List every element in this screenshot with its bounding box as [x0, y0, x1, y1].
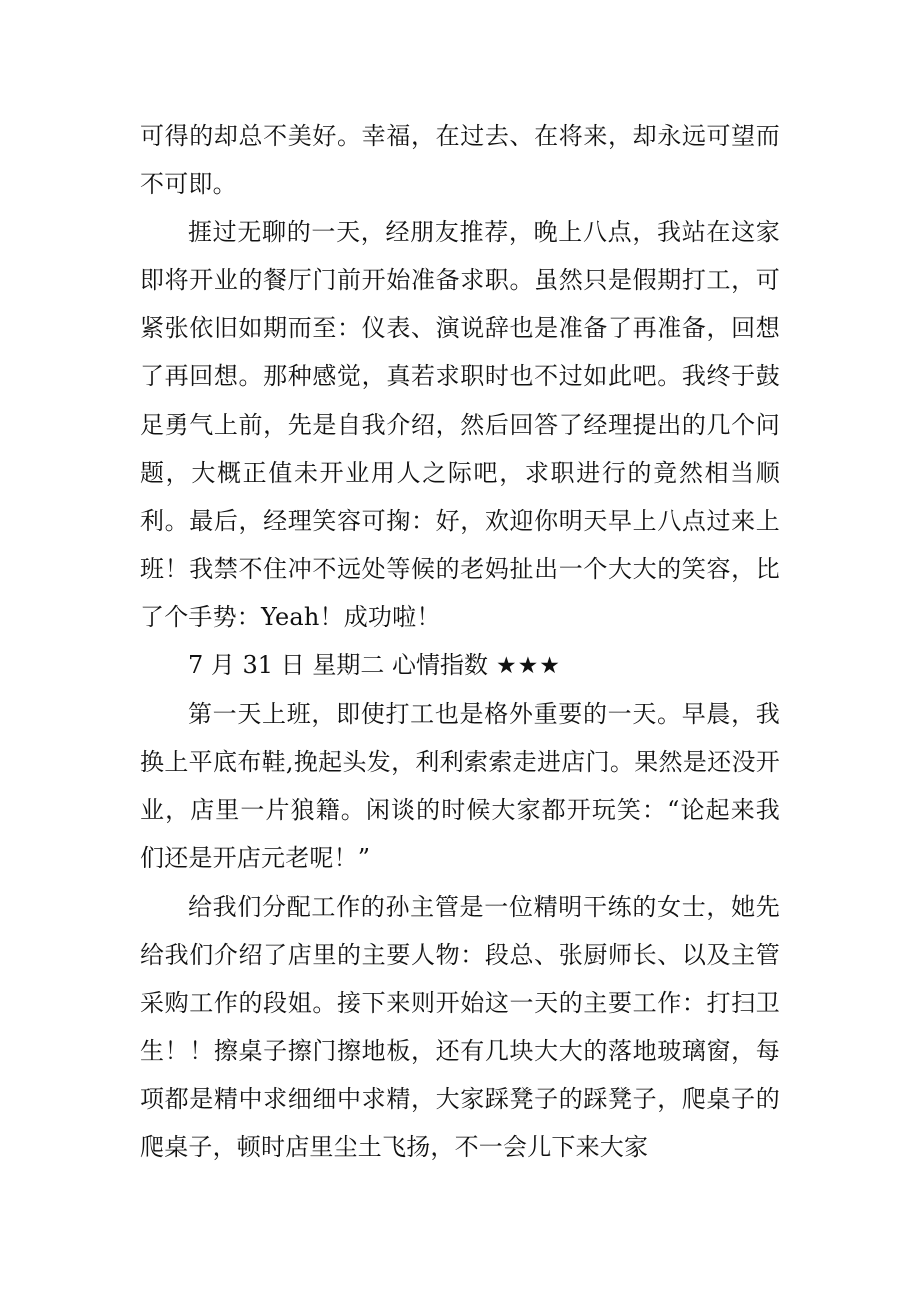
paragraph-cleaning: 给我们分配工作的孙主管是一位精明干练的女士，她先给我们介绍了店里的主要人物：段总、张厨师长、以及主管采购工作的段姐。接下来则开始这一天的主要工作：打扫卫生！！擦桌子擦门擦地板，还有几块大大的落地玻璃窗，每项都是精中求细细中求精，大家踩凳子的踩凳子，爬桌子的爬桌子，顿时店里尘土飞扬，不一会儿下来大家 — [140, 892, 780, 1161]
paragraph-continuation: 可得的却总不美好。幸福，在过去、在将来，却永远可望而不可即。 — [140, 122, 780, 199]
diary-entry-heading — [140, 641, 780, 690]
paragraph-first-day: 第一天上班，即使打工也是格外重要的一天。早晨，我换上平底布鞋,挽起头发，利利索索走进店门。果然是还没开业，店里一片狼籍。闲谈的时候大家都开玩笑：“论起来我们还是开店元老呢！” — [140, 700, 780, 873]
diary-mood-label: 心情指数 — [391, 651, 488, 680]
diary-weekday: 星期二 — [312, 651, 385, 680]
document-body — [140, 112, 780, 1171]
paragraph-job-interview: 捱过无聊的一天，经朋友推荐，晚上八点，我站在这家即将开业的餐厅门前开始准备求职。虽然只是假期打工，可紧张依旧如期而至：仪表、演说辞也是准备了再准备，回想了再回想。那种感觉，真若求职时也不过如此吧。我终于鼓足勇气上前，先是自我介绍，然后回答了经理提出的几个问题，大概正值未开业用人之际吧，求职进行的竟然相当顺利。最后，经理笑容可掬：好，欢迎你明天早上八点过来上班！我禁不住冲不远处等候的老妈扯出一个大大的笑容，比了个手势：Yeah！成功啦！ — [140, 218, 780, 631]
diary-date: 7 月 31 日 — [188, 651, 305, 680]
mood-stars-icon: ★★★ — [495, 653, 561, 680]
